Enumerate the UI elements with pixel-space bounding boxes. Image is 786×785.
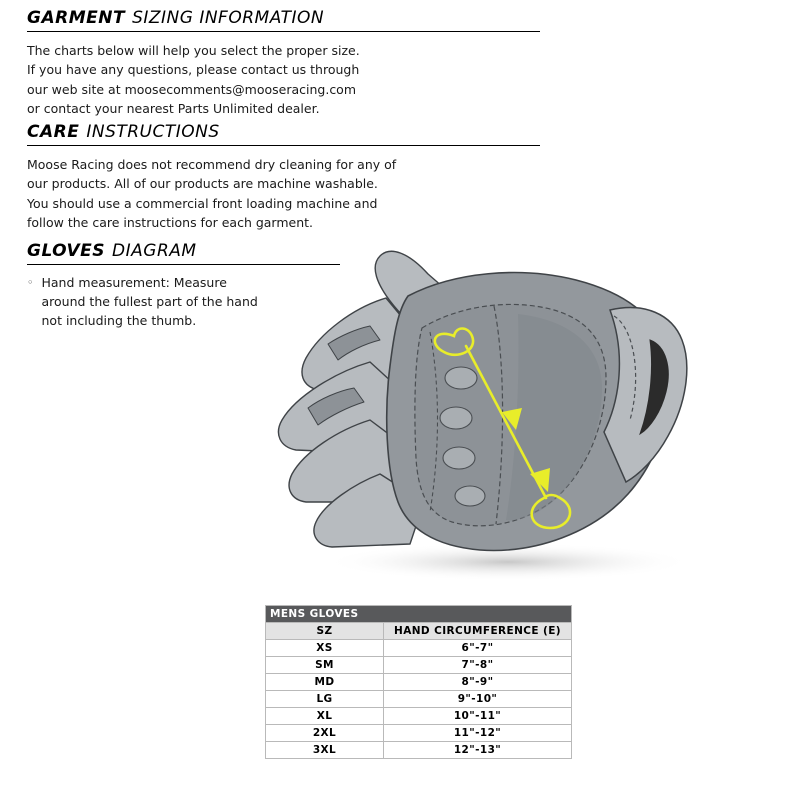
table-row (266, 657, 572, 674)
table-cell-size: XS (266, 640, 384, 657)
care-body (27, 155, 540, 233)
mens-gloves-size-table (265, 605, 572, 759)
table-row (266, 742, 572, 759)
table-header-row (266, 623, 572, 640)
garment-heading-bold: GARMENT (27, 8, 126, 28)
garment-heading-rule (27, 31, 540, 32)
table-row (266, 640, 572, 657)
garment-line-1: The charts below will help you select the proper size. (27, 43, 360, 58)
gloves-heading-light: DIAGRAM (112, 241, 197, 261)
table-cell-size: 2XL (266, 725, 384, 742)
gloves-bullet-text: Hand measurement: Measure around the fullest part of the hand not including the thumb. (41, 275, 258, 328)
glove-cuff (604, 308, 687, 482)
table-cell-circumference: 11"-12" (384, 725, 572, 742)
glove-illustration-svg (258, 236, 758, 596)
table-header-sz: SZ (266, 623, 384, 640)
care-line-4: follow the care instructions for each garment. (27, 215, 314, 231)
garment-body (27, 41, 540, 119)
table-title-row (266, 606, 572, 623)
care-heading (27, 122, 540, 142)
garment-line-3: our web site at moosecomments@mooseracing.com (27, 81, 357, 97)
table-cell-circumference: 12"-13" (384, 742, 572, 759)
table-cell-size: LG (266, 691, 384, 708)
table-row (266, 691, 572, 708)
table-row (266, 708, 572, 725)
table-cell-circumference: 8"-9" (384, 674, 572, 691)
glove-measurement-diagram (258, 236, 758, 596)
bullet-dot-icon: ◦ (27, 276, 34, 289)
table-cell-size: MD (266, 674, 384, 691)
table-cell-size: 3XL (266, 742, 384, 759)
table-row (266, 725, 572, 742)
table-cell-size: XL (266, 708, 384, 725)
table-cell-size: SM (266, 657, 384, 674)
table-cell-circumference: 9"-10" (384, 691, 572, 708)
garment-section (27, 8, 540, 119)
table-cell-circumference: 10"-11" (384, 708, 572, 725)
care-section (27, 122, 540, 233)
care-line-3: You should use a commercial front loading machine and (27, 195, 378, 211)
garment-heading (27, 8, 540, 28)
care-heading-rule (27, 145, 540, 146)
garment-heading-light: SIZING INFORMATION (132, 8, 325, 28)
care-line-2: our products. All of our products are machine washable. (27, 176, 378, 192)
care-line-1: Moose Racing does not recommend dry cleaning for any of (27, 157, 397, 172)
garment-line-2: If you have any questions, please contact us through (27, 62, 360, 78)
table-cell-circumference: 6"-7" (384, 640, 572, 657)
care-heading-light: INSTRUCTIONS (86, 122, 220, 142)
gloves-heading-bold: GLOVES (27, 241, 106, 261)
table-row (266, 674, 572, 691)
garment-line-4: or contact your nearest Parts Unlimited dealer. (27, 101, 320, 117)
table-cell-circumference: 7"-8" (384, 657, 572, 674)
table-header-circumference: HAND CIRCUMFERENCE (E) (384, 623, 572, 640)
table-title: MENS GLOVES (266, 606, 572, 623)
care-heading-bold: CARE (27, 122, 80, 142)
